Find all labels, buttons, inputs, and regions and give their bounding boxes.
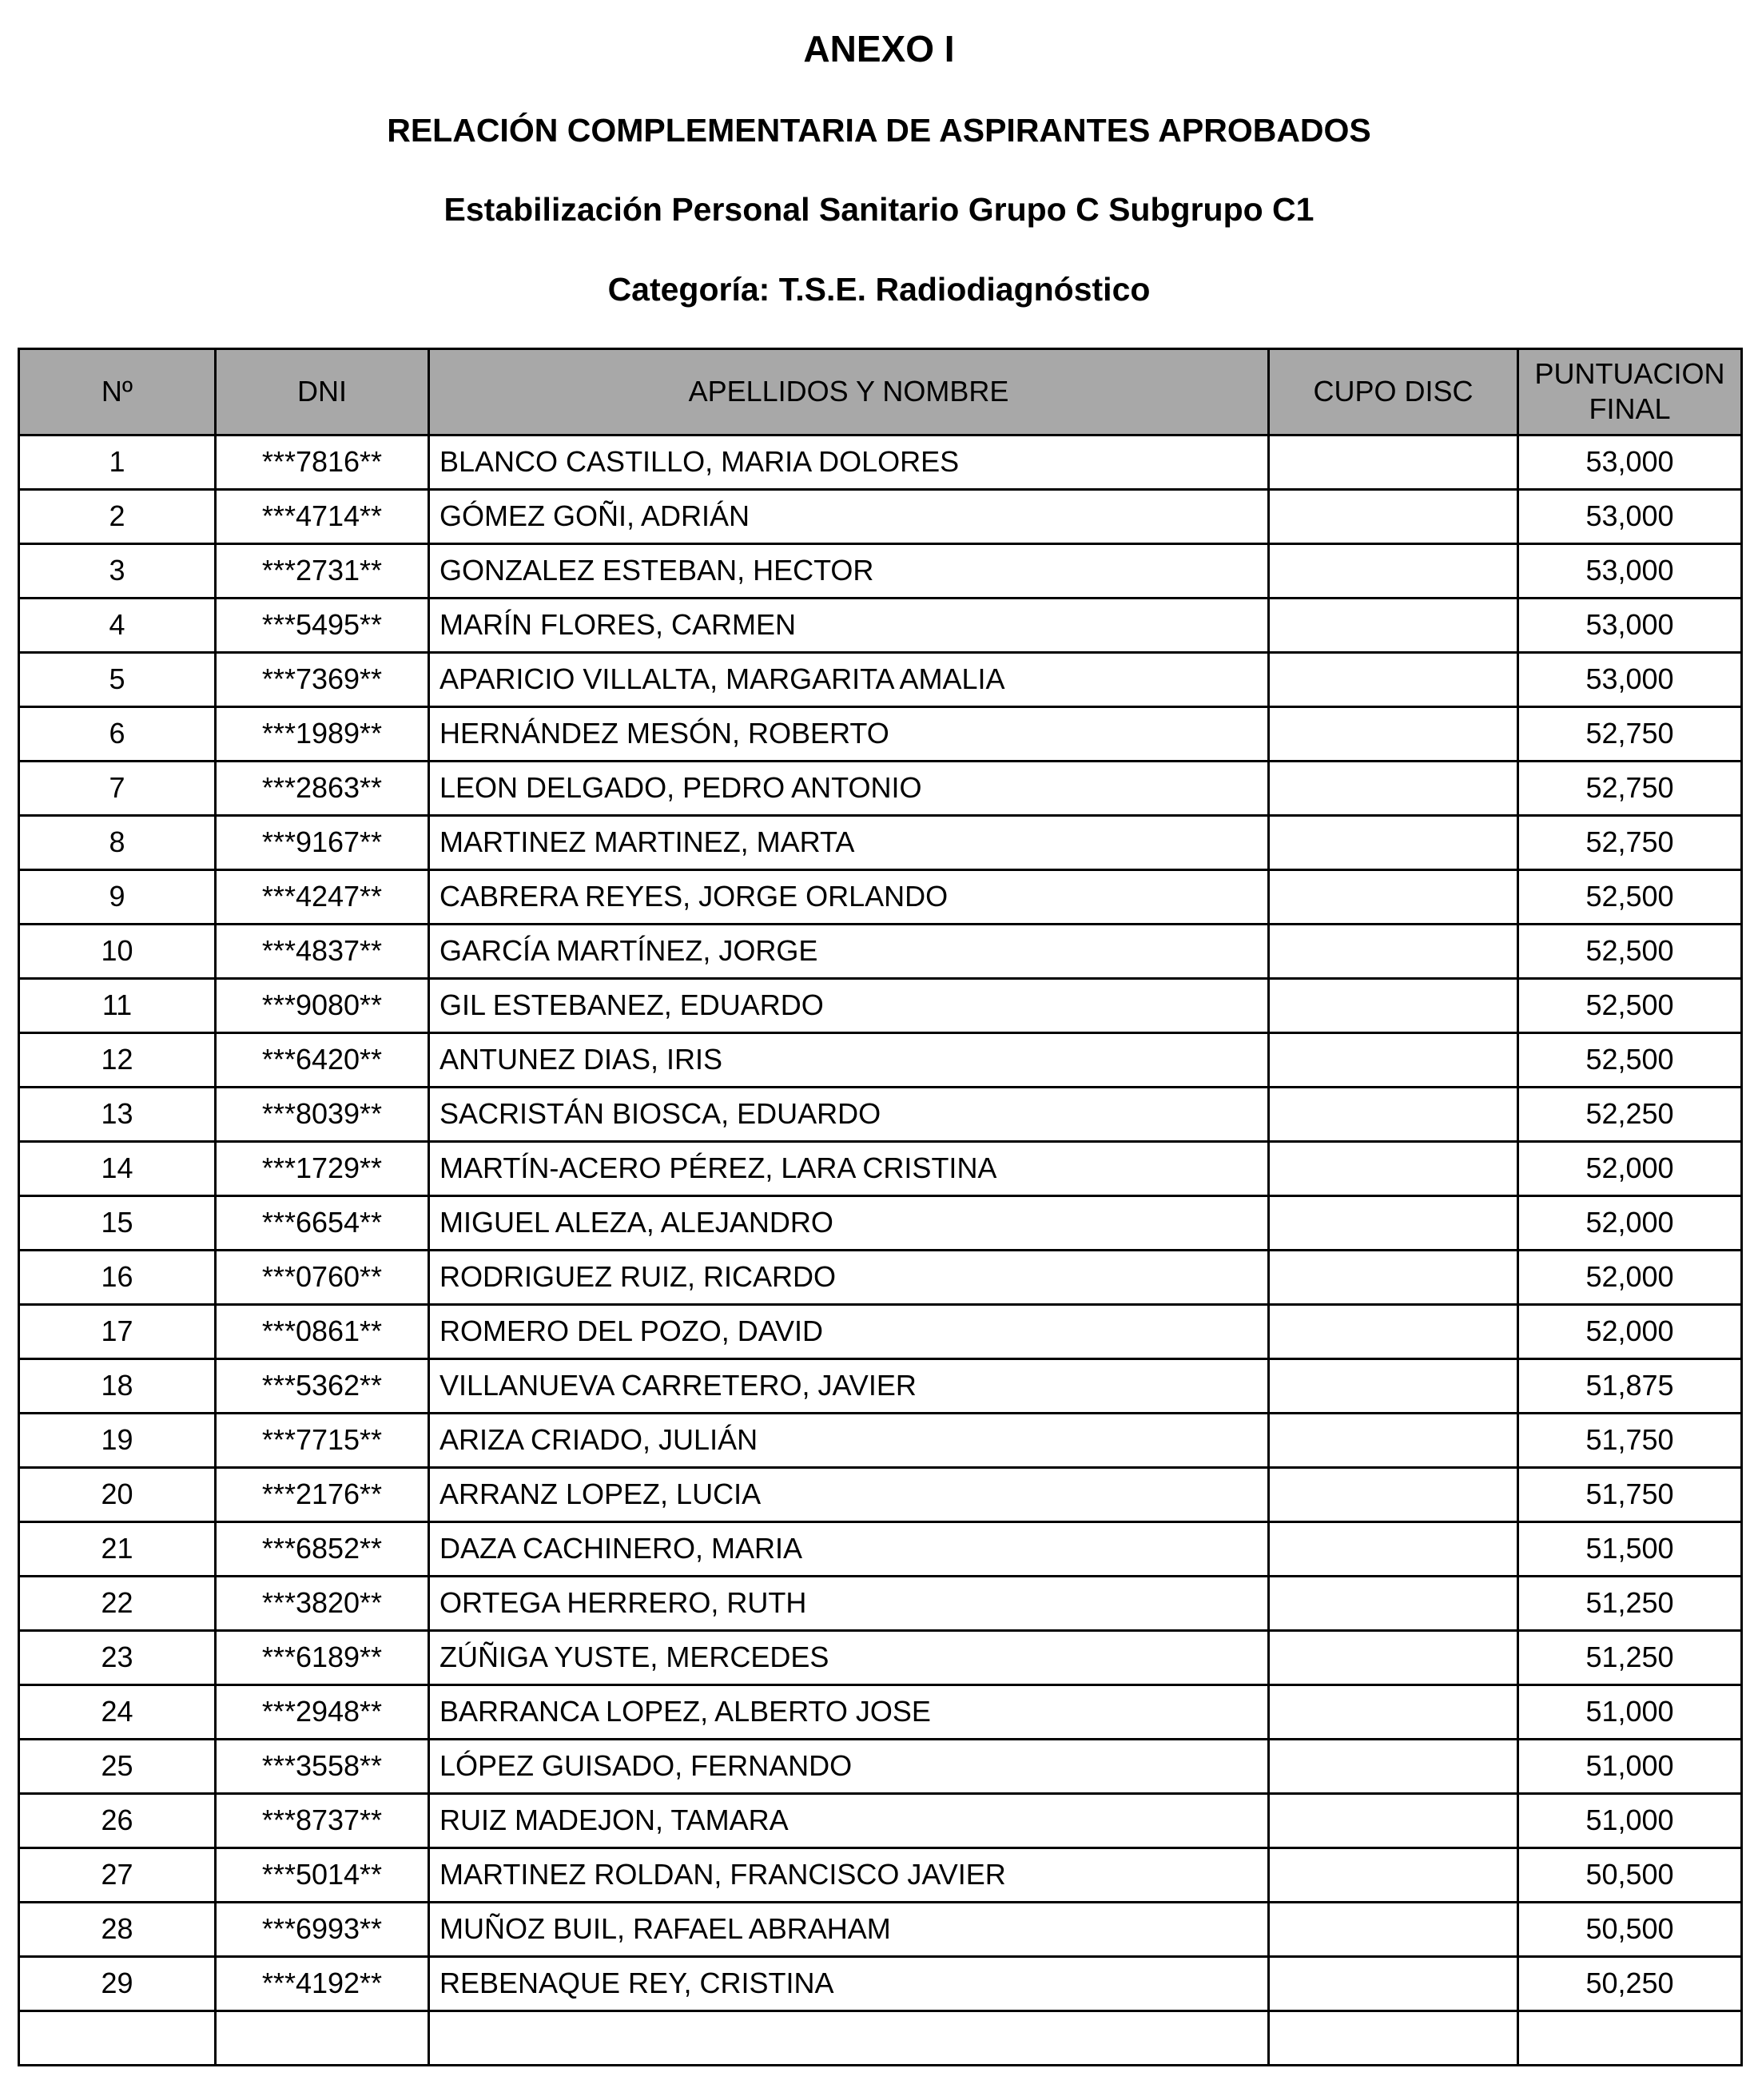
table-row — [19, 924, 1742, 978]
row-score — [1518, 2011, 1742, 2065]
row-number: 6 — [19, 706, 216, 761]
row-name: GIL ESTEBANEZ, EDUARDO — [429, 978, 1269, 1032]
table-row — [19, 1304, 1742, 1358]
row-number: 5 — [19, 652, 216, 706]
table-row — [19, 1195, 1742, 1250]
row-number: 25 — [19, 1739, 216, 1793]
row-dni: ***2731** — [216, 543, 429, 598]
row-cupo-disc — [1269, 1304, 1518, 1358]
row-score: 52,750 — [1518, 815, 1742, 869]
row-name: MUÑOZ BUIL, RAFAEL ABRAHAM — [429, 1902, 1269, 1956]
column-header-apellidos-nombre: APELLIDOS Y NOMBRE — [429, 348, 1269, 435]
row-dni: ***4247** — [216, 869, 429, 924]
row-dni: ***6654** — [216, 1195, 429, 1250]
row-number: 12 — [19, 1032, 216, 1087]
row-score: 50,500 — [1518, 1847, 1742, 1902]
table-row — [19, 435, 1742, 489]
table-row — [19, 1684, 1742, 1739]
column-header-dni: DNI — [216, 348, 429, 435]
row-cupo-disc — [1269, 815, 1518, 869]
row-number: 1 — [19, 435, 216, 489]
row-number: 11 — [19, 978, 216, 1032]
row-score: 53,000 — [1518, 652, 1742, 706]
table-row — [19, 1793, 1742, 1847]
row-cupo-disc — [1269, 1250, 1518, 1304]
row-dni: ***5495** — [216, 598, 429, 652]
table-row — [19, 869, 1742, 924]
row-dni: ***2176** — [216, 1467, 429, 1521]
row-cupo-disc — [1269, 869, 1518, 924]
row-score: 53,000 — [1518, 598, 1742, 652]
row-name: ZÚÑIGA YUSTE, MERCEDES — [429, 1630, 1269, 1684]
row-dni: ***3558** — [216, 1739, 429, 1793]
row-name: GONZALEZ ESTEBAN, HECTOR — [429, 543, 1269, 598]
row-dni: ***6189** — [216, 1630, 429, 1684]
row-score: 52,000 — [1518, 1250, 1742, 1304]
row-number: 14 — [19, 1141, 216, 1195]
row-name: MARÍN FLORES, CARMEN — [429, 598, 1269, 652]
row-number — [19, 2011, 216, 2065]
table-row — [19, 1141, 1742, 1195]
row-name: ARIZA CRIADO, JULIÁN — [429, 1413, 1269, 1467]
row-score: 52,500 — [1518, 1032, 1742, 1087]
row-cupo-disc — [1269, 1467, 1518, 1521]
row-number: 27 — [19, 1847, 216, 1902]
row-cupo-disc — [1269, 435, 1518, 489]
table-row — [19, 761, 1742, 815]
row-dni: ***7715** — [216, 1413, 429, 1467]
table-row — [19, 1630, 1742, 1684]
table-row — [19, 1413, 1742, 1467]
row-cupo-disc — [1269, 489, 1518, 543]
row-dni: ***0861** — [216, 1304, 429, 1358]
row-number: 19 — [19, 1413, 216, 1467]
table-row — [19, 1847, 1742, 1902]
row-score: 52,000 — [1518, 1141, 1742, 1195]
row-score: 51,875 — [1518, 1358, 1742, 1413]
table-row — [19, 652, 1742, 706]
row-dni: ***4837** — [216, 924, 429, 978]
table-row — [19, 1739, 1742, 1793]
row-score: 51,000 — [1518, 1739, 1742, 1793]
results-table-body — [19, 435, 1742, 2065]
row-dni: ***5362** — [216, 1358, 429, 1413]
row-dni: ***0760** — [216, 1250, 429, 1304]
row-number: 8 — [19, 815, 216, 869]
row-name: ROMERO DEL POZO, DAVID — [429, 1304, 1269, 1358]
table-row — [19, 489, 1742, 543]
row-number: 15 — [19, 1195, 216, 1250]
row-dni: ***1989** — [216, 706, 429, 761]
table-header-row — [19, 348, 1742, 435]
row-cupo-disc — [1269, 598, 1518, 652]
row-cupo-disc — [1269, 1413, 1518, 1467]
row-name: LÓPEZ GUISADO, FERNANDO — [429, 1739, 1269, 1793]
row-dni: ***2863** — [216, 761, 429, 815]
row-number: 10 — [19, 924, 216, 978]
table-row — [19, 1250, 1742, 1304]
row-cupo-disc — [1269, 2011, 1518, 2065]
row-cupo-disc — [1269, 1739, 1518, 1793]
row-score: 51,500 — [1518, 1521, 1742, 1576]
table-row — [19, 543, 1742, 598]
row-score: 53,000 — [1518, 489, 1742, 543]
row-score: 53,000 — [1518, 435, 1742, 489]
row-score: 52,500 — [1518, 978, 1742, 1032]
table-row — [19, 1902, 1742, 1956]
row-score: 51,750 — [1518, 1467, 1742, 1521]
row-number: 28 — [19, 1902, 216, 1956]
row-name: RODRIGUEZ RUIZ, RICARDO — [429, 1250, 1269, 1304]
table-row — [19, 1467, 1742, 1521]
row-score: 52,500 — [1518, 869, 1742, 924]
table-row — [19, 815, 1742, 869]
row-score: 52,750 — [1518, 706, 1742, 761]
row-dni — [216, 2011, 429, 2065]
row-cupo-disc — [1269, 1576, 1518, 1630]
row-score: 51,000 — [1518, 1684, 1742, 1739]
row-dni: ***6993** — [216, 1902, 429, 1956]
row-name: GÓMEZ GOÑI, ADRIÁN — [429, 489, 1269, 543]
row-score: 51,750 — [1518, 1413, 1742, 1467]
row-number: 16 — [19, 1250, 216, 1304]
column-header-num: Nº — [19, 348, 216, 435]
row-cupo-disc — [1269, 1902, 1518, 1956]
row-name: ARRANZ LOPEZ, LUCIA — [429, 1467, 1269, 1521]
column-header-cupo-disc: CUPO DISC — [1269, 348, 1518, 435]
row-number: 17 — [19, 1304, 216, 1358]
row-number: 26 — [19, 1793, 216, 1847]
row-dni: ***4714** — [216, 489, 429, 543]
row-cupo-disc — [1269, 1195, 1518, 1250]
row-cupo-disc — [1269, 652, 1518, 706]
row-score: 52,500 — [1518, 924, 1742, 978]
row-number: 7 — [19, 761, 216, 815]
row-score: 50,500 — [1518, 1902, 1742, 1956]
row-number: 2 — [19, 489, 216, 543]
row-dni: ***3820** — [216, 1576, 429, 1630]
row-dni: ***4192** — [216, 1956, 429, 2011]
row-name: MIGUEL ALEZA, ALEJANDRO — [429, 1195, 1269, 1250]
row-number: 24 — [19, 1684, 216, 1739]
row-number: 3 — [19, 543, 216, 598]
row-cupo-disc — [1269, 1358, 1518, 1413]
row-dni: ***7369** — [216, 652, 429, 706]
row-dni: ***7816** — [216, 435, 429, 489]
row-name: VILLANUEVA CARRETERO, JAVIER — [429, 1358, 1269, 1413]
row-cupo-disc — [1269, 1521, 1518, 1576]
row-number: 18 — [19, 1358, 216, 1413]
row-number: 13 — [19, 1087, 216, 1141]
row-name: LEON DELGADO, PEDRO ANTONIO — [429, 761, 1269, 815]
row-number: 23 — [19, 1630, 216, 1684]
row-dni: ***6420** — [216, 1032, 429, 1087]
row-cupo-disc — [1269, 1141, 1518, 1195]
row-score: 51,000 — [1518, 1793, 1742, 1847]
row-dni: ***8039** — [216, 1087, 429, 1141]
row-cupo-disc — [1269, 1087, 1518, 1141]
row-name: BARRANCA LOPEZ, ALBERTO JOSE — [429, 1684, 1269, 1739]
table-row — [19, 1576, 1742, 1630]
row-number: 9 — [19, 869, 216, 924]
column-header-puntuacion-final — [1518, 348, 1742, 435]
row-name: SACRISTÁN BIOSCA, EDUARDO — [429, 1087, 1269, 1141]
row-dni: ***9080** — [216, 978, 429, 1032]
subtitle-relacion-complementaria: RELACIÓN COMPLEMENTARIA DE ASPIRANTES APROBADOS — [387, 112, 1371, 149]
row-name: MARTÍN-ACERO PÉREZ, LARA CRISTINA — [429, 1141, 1269, 1195]
page-title: ANEXO I — [803, 28, 955, 70]
table-row — [19, 706, 1742, 761]
subtitle-estabilizacion-grupo: Estabilización Personal Sanitario Grupo C Subgrupo C1 — [443, 191, 1315, 229]
row-score: 52,000 — [1518, 1304, 1742, 1358]
row-cupo-disc — [1269, 1956, 1518, 2011]
row-score: 51,250 — [1518, 1630, 1742, 1684]
row-number: 22 — [19, 1576, 216, 1630]
row-dni: ***8737** — [216, 1793, 429, 1847]
row-name: ANTUNEZ DIAS, IRIS — [429, 1032, 1269, 1087]
row-name — [429, 2011, 1269, 2065]
row-score: 51,250 — [1518, 1576, 1742, 1630]
table-row-partial — [19, 2011, 1742, 2065]
row-score: 53,000 — [1518, 543, 1742, 598]
table-row — [19, 598, 1742, 652]
row-score: 52,250 — [1518, 1087, 1742, 1141]
row-number: 20 — [19, 1467, 216, 1521]
results-table — [18, 348, 1743, 2066]
table-row — [19, 1956, 1742, 2011]
row-dni: ***6852** — [216, 1521, 429, 1576]
column-header-puntuacion-final-label: PUNTUACION FINAL — [1534, 357, 1725, 426]
row-name: HERNÁNDEZ MESÓN, ROBERTO — [429, 706, 1269, 761]
row-cupo-disc — [1269, 1630, 1518, 1684]
table-row — [19, 1032, 1742, 1087]
subtitle-categoria: Categoría: T.S.E. Radiodiagnóstico — [607, 270, 1151, 308]
row-name: MARTINEZ MARTINEZ, MARTA — [429, 815, 1269, 869]
row-dni: ***1729** — [216, 1141, 429, 1195]
row-cupo-disc — [1269, 1793, 1518, 1847]
row-cupo-disc — [1269, 706, 1518, 761]
row-name: CABRERA REYES, JORGE ORLANDO — [429, 869, 1269, 924]
row-dni: ***5014** — [216, 1847, 429, 1902]
table-row — [19, 1521, 1742, 1576]
table-row — [19, 1087, 1742, 1141]
row-cupo-disc — [1269, 1032, 1518, 1087]
row-score: 52,750 — [1518, 761, 1742, 815]
row-name: GARCÍA MARTÍNEZ, JORGE — [429, 924, 1269, 978]
row-name: MARTINEZ ROLDAN, FRANCISCO JAVIER — [429, 1847, 1269, 1902]
row-score: 50,250 — [1518, 1956, 1742, 2011]
row-name: ORTEGA HERRERO, RUTH — [429, 1576, 1269, 1630]
row-cupo-disc — [1269, 924, 1518, 978]
row-cupo-disc — [1269, 978, 1518, 1032]
row-dni: ***9167** — [216, 815, 429, 869]
row-name: REBENAQUE REY, CRISTINA — [429, 1956, 1269, 2011]
row-score: 52,000 — [1518, 1195, 1742, 1250]
row-name: DAZA CACHINERO, MARIA — [429, 1521, 1269, 1576]
row-name: APARICIO VILLALTA, MARGARITA AMALIA — [429, 652, 1269, 706]
row-cupo-disc — [1269, 1847, 1518, 1902]
row-cupo-disc — [1269, 761, 1518, 815]
row-name: RUIZ MADEJON, TAMARA — [429, 1793, 1269, 1847]
row-number: 29 — [19, 1956, 216, 2011]
row-cupo-disc — [1269, 1684, 1518, 1739]
table-row — [19, 1358, 1742, 1413]
row-number: 21 — [19, 1521, 216, 1576]
table-row — [19, 978, 1742, 1032]
row-number: 4 — [19, 598, 216, 652]
row-cupo-disc — [1269, 543, 1518, 598]
document-header — [0, 0, 1758, 309]
row-dni: ***2948** — [216, 1684, 429, 1739]
row-name: BLANCO CASTILLO, MARIA DOLORES — [429, 435, 1269, 489]
